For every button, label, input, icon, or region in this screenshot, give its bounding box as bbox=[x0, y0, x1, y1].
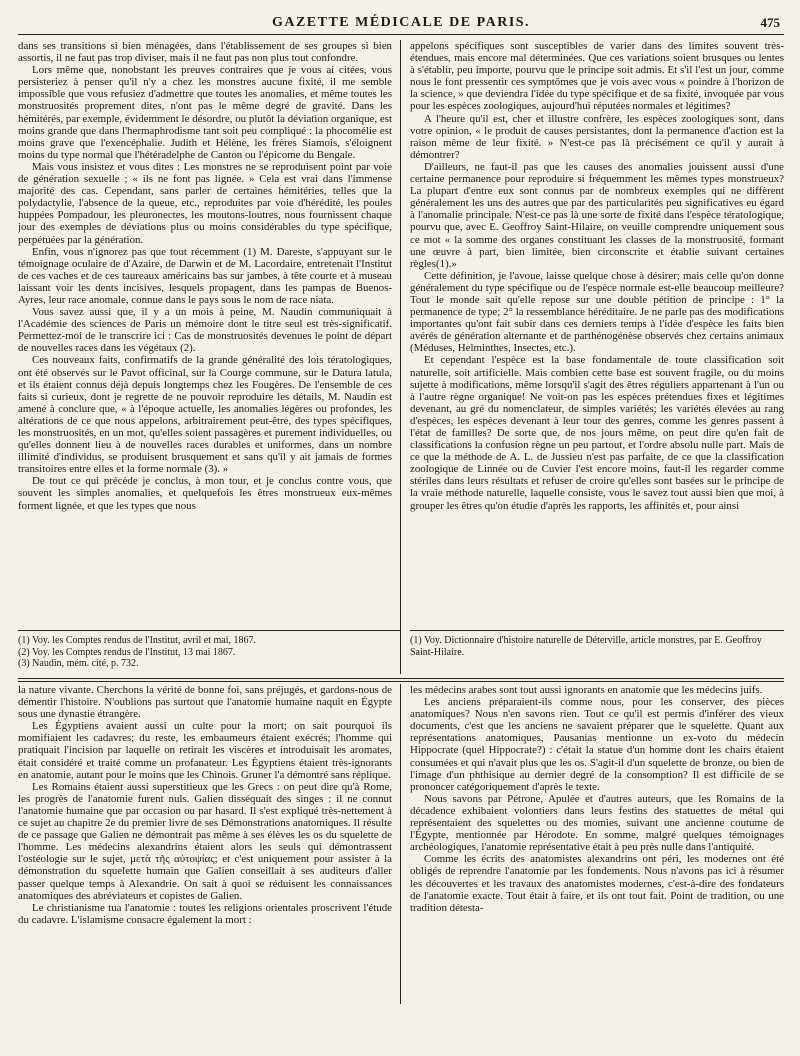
paragraph: Mais vous insistez et vous dites : Les monstres ne se reproduisent point par voie de génération sexuelle ; « ils ne font pas lignée. » Cela est vrai dans l'immense majorité des cas. Cependant, sans parler de certaines hémitéries, telles que la polydactylie, l'absence de la queue, etc., reproduites par voie d'hérédité, les poules huppées Pompadour, les pleuronectes, les moutons-loutres, nous fournissent chaque jour des exemples de déviations plus ou moins considérables du type spécifique, perpétuées par la génération. bbox=[18, 160, 392, 246]
footnote: (1) Voy. les Comptes rendus de l'Institut, avril et mai, 1867. bbox=[18, 635, 256, 646]
paragraph: Le christianisme tua l'anatomie : toutes les religions orientales proscrivent l'étude du cadavre. L'islamisme consacre également la mort : bbox=[18, 901, 392, 926]
paragraph: dans ses transitions si bien ménagées, dans l'établissement de ses groupes si bien assortis, il ne faut pas trop diviser, mais il ne faut pas non plus tout confondre. bbox=[18, 40, 392, 65]
lower-right-column bbox=[400, 684, 784, 1004]
right-footnotes bbox=[410, 630, 784, 674]
paragraph: Cette définition, je l'avoue, laisse quelque chose à désirer; mais celle qu'on donne généralement du type spécifique ou de l'espèce normale est-elle beaucoup meilleure? Tout le monde sait qu'elle repose sur une double pétition de principe : 1° la permanence de type; 2° la ressemblance héréditaire. Je ne parle pas des modifications importantes qu'ont fait subir dans ces derniers temps à l'idée d'espèce les faits bien avérés de génération alternante et de parthénogénèse observés chez certains animaux (Méduses, Helminthes, Insectes, etc.). bbox=[410, 269, 784, 355]
section-divider bbox=[18, 678, 784, 679]
paragraph: Vous savez aussi que, il y a un mois à peine, M. Naudin communiquait à l'Académie des sciences de Paris un mémoire dont le titre seul est très-significatif. Permettez-moi de le transcrire ici : Cas de monstruosités devenues le point de départ de nouvelles races dans les végétaux (2). bbox=[18, 306, 392, 355]
footnote: (2) Voy. les Comptes rendus de l'Institut, 13 mai 1867. bbox=[18, 646, 236, 658]
paragraph: A l'heure qu'il est, cher et illustre confrère, les espèces zoologiques sont, dans votre opinion, « le produit de causes persistantes, dont la permanence d'action est la raison même de leur fixité. » N'est-ce pas là précisément ce qu'il y aurait à démontrer? bbox=[410, 112, 784, 161]
upper-article-section bbox=[18, 40, 784, 674]
paragraph: la nature vivante. Cherchons la vérité de bonne foi, sans préjugés, et gardons-nous de démentir l'histoire. N'oublions pas surtout que l'anatomie humaine naquit en Égypte sous une dynastie étrangère. bbox=[18, 684, 392, 721]
upper-right-column bbox=[400, 40, 784, 674]
paragraph: Nous savons par Pétrone, Apulée et d'autres auteurs, que les Romains de la décadence exhibaient volontiers dans leurs festins des statuettes de métal qui représentaient des squelettes ou des momies, suivant une ancienne coutume de l'Égypte, mentionnée par Hérodote. En somme, malgré quelques témoignages archéologiques, l'anatomie représentative était à peu près nulle dans l'antiquité. bbox=[410, 792, 784, 854]
paragraph: Les Romains étaient aussi superstitieux que les Grecs : on peut dire qu'à Rome, les progrès de l'anatomie furent nuls. Galien disséquait des singes : il ne connut l'anatomie humaine que par occasion ou par hasard. Il s'est expliqué très-nettement à ce sujet au chapitre 2e du premier livre de ses Démonstrations anatomiques. Il résulte de ce passage que Galien ne démontrait pas même à ses élèves les os du squelette de l'homme. Les médecins alexandrins étaient alors les seuls qui démontrassent l'ostéologie sur le sujet, μετὰ τῆς αὐτοψίας; et c'est uniquement pour assister à la démonstration du squelette humain que Galien conseillait à ses auditeurs d'aller passer quelque temps à Alexandrie. On sait à quoi se réduisent les connaissances anatomiques des abréviateurs et copistes de Galien. bbox=[18, 780, 392, 902]
page-number: 475 bbox=[760, 15, 780, 30]
paragraph: Les Égyptiens avaient aussi un culte pour la mort; on sait pourquoi ils momifiaient les cadavres; du reste, les embaumeurs étaient exécrés; l'homme qui pratiquait l'incision par laquelle on retirait les viscères et introduisait les aromates, était considéré et traité comme un profanateur. Les Égyptiens étaient très-ignorants en anatomie, autant pour le moins que les Chinois. Gruner l'a démontré sans réplique. bbox=[18, 720, 392, 781]
left-footnotes bbox=[18, 630, 400, 674]
paragraph: appelons spécifiques sont susceptibles de varier dans des limites souvent très-étendues, mais encore mal déterminées. Que ces variations soient brusques ou lentes à s'établir, peu importe, pourvu que le principe soit admis. Et s'il l'est un jour, comme nous le font pressentir ces symptômes que je vois avec vous « poindre à l'horizon de la science, » que deviendra l'idée du type spécifique et de sa fixité, invoquée par vous pour les espèces zoologiques, aujourd'hui réputées normales et légitimes? bbox=[410, 40, 784, 113]
paragraph: Les anciens préparaient-ils comme nous, pour les conserver, des pièces anatomiques? Nous n'en savons rien. Tout ce qu'il est permis d'inférer des vieux documents, c'est que les anciens ne savaient préparer que le squelette. Quant aux représentations anatomiques, Pausanias mentionne un ex-voto du médecin Hippocrate (quel Hippocrate?) : c'était la statue d'un homme dont les chairs étaient consumées et qui n'avait plus que les os. S'agit-il d'un squelette de bronze, ou bien de l'image d'un phthisique au dernier degré de la consomption? Il est difficile de se prononcer catégoriquement d'après le texte. bbox=[410, 696, 784, 793]
page-header bbox=[18, 12, 784, 35]
paragraph: Lors même que, nonobstant les preuves contraires que je vous ai citées, vous persisteriez à penser qu'il n'y a chez les monstres aucune fixité, il me semble impossible que vous refusiez d'admettre que toutes les anomalies, et même toutes les monstruosités proprement dites, n'ont pas le même degré de gravité. Dans les hémitérés, par exemple, évidemment le désordre, ou plutôt la déviation organique, est moins grande que dans l'hermaphrodisme tant soit peu compliqué : la phocomélie est moins grave que l'exencéphalie. Judith et Hélène, les frères Siamois, s'éloignent moins du type normal que l'hétéradelphe de Canton ou l'épicome du Bengale. bbox=[18, 64, 392, 161]
paragraph: Ces nouveaux faits, confirmatifs de la grande généralité des lois tératologiques, ont été observés sur le Pavot officinal, sur la Courge commune, sur le Datura latula, et ils étaient connus déjà depuis longtemps chez les Fougères. De l'ensemble de ces faits si curieux, dont je regrette de ne pouvoir reproduire les détails, M. Naudin est amené à conclure que, « à l'époque actuelle, les anomalies légères ou profondes, les altérations de ce que nous appelons, arbitrairement peut-être, des types spécifiques, les monstruosités, en un mot, qu'elles soient passagères et purement individuelles, ou qu'elles donnent lieu à de nouvelles races durables et uniformes, dans un nombre illimité d'individus, se produisent brusquement et sans qu'il y ait jamais de formes transitoires entre elles et la forme normale (3). » bbox=[18, 354, 392, 476]
paragraph: De tout ce qui précède je conclus, à mon tour, et je conclus contre vous, que souvent les simples anomalies, et quelquefois les êtres monstrueux eux-mêmes forment lignée, et que les types que nous bbox=[18, 475, 392, 512]
footnote: (3) Naudin, mém. cité, p. 732. bbox=[18, 658, 139, 669]
paragraph: Et cependant l'espèce est la base fondamentale de toute classification soit naturelle, soit artificielle. Mais combien cette base est souvent fragile, ou du moins sujette à modifications, même lorsqu'il s'agit des êtres réguliers appartenant à l'un ou à l'autre règne organique! Ne voit-on pas les espèces prétendues fixes et légitimes devenant, au gré du nomenclateur, de simples variétés; les variétés élevées au rang d'espèces, les espèces devenant à leur tour des genres, comme les genres passent à l'état de familles? De sorte que, de nos jours même, on peut dire qu'en fait de classifications la confusion règne un peu partout, et l'ordre absolu nulle part. Mais de ce que la méthode de A. L. de Jussieu n'est pas parfaite, de ce que la classification zoologique de Linnée ou de Cuvier l'est encore moins, faut-il les regarder comme stériles dans leurs résultats et refuser de croire qu'elles sont basées sur le principe de la vraie méthode naturelle, laquelle consiste, vous le savez tout aussi bien que moi, à grouper les êtres qu'on étudie d'après les rapports, les affinités et, pour ainsi bbox=[410, 354, 784, 512]
paragraph: D'ailleurs, ne faut-il pas que les causes des anomalies jouissent aussi d'une certaine permanence pour reproduire si fréquemment les mêmes types monstrueux? La plupart d'entre eux sont connus par de nombreux exemples qui ne diffèrent généralement les uns des autres que par des particularités peu significatives eu égard à l'anomalie principale. N'est-ce pas là une sorte de fixité dans l'espèce tératologique, pourvu que, avec E. Geoffroy Saint-Hilaire, on veuille comprendre uniquement sous ce mot « la somme des organes constituant les classes de la monstruosité, formant une œuvre à part, bien limitée, bien circonscrite et établie suivant certaines règles(1).» bbox=[410, 160, 784, 270]
lower-left-column bbox=[18, 684, 400, 1004]
lower-article-section bbox=[18, 684, 784, 1004]
paragraph: les médecins arabes sont tout aussi ignorants en anatomie que les médecins juifs. bbox=[410, 684, 763, 696]
footnote: (1) Voy. Dictionnaire d'histoire naturelle de Déterville, article monstres, par E. Geoffroy Saint-Hilaire. bbox=[410, 635, 762, 658]
paragraph: Comme les écrits des anatomistes alexandrins ont péri, les modernes ont été obligés de reprendre l'anatomie par les fondements. Nous n'avons pas ici à résumer les découvertes et les travaux des anatomistes modernes, c'est-à-dire des fondateurs de l'anatomie exacte. Tout était à faire, et ils ont tout fait. Point de tradition, ou une tradition détesta- bbox=[410, 853, 784, 914]
paragraph: Enfin, vous n'ignorez pas que tout récemment (1) M. Dareste, s'appuyant sur le témoignage oculaire de d'Azaire, de Darwin et de M. Lacordaire, entretenait l'Institut de ces vaches et de ces taureaux américains bas sur jambes, à tête courte et à museau laissant voir les dents incisives, lesquels propagent, dans les pampas de Buenos-Ayres, leur race anomale, connue dans le pays sous le nom de race niata. bbox=[18, 245, 392, 306]
upper-left-column bbox=[18, 40, 400, 674]
journal-title: GAZETTE MÉDICALE DE PARIS. bbox=[271, 15, 531, 30]
